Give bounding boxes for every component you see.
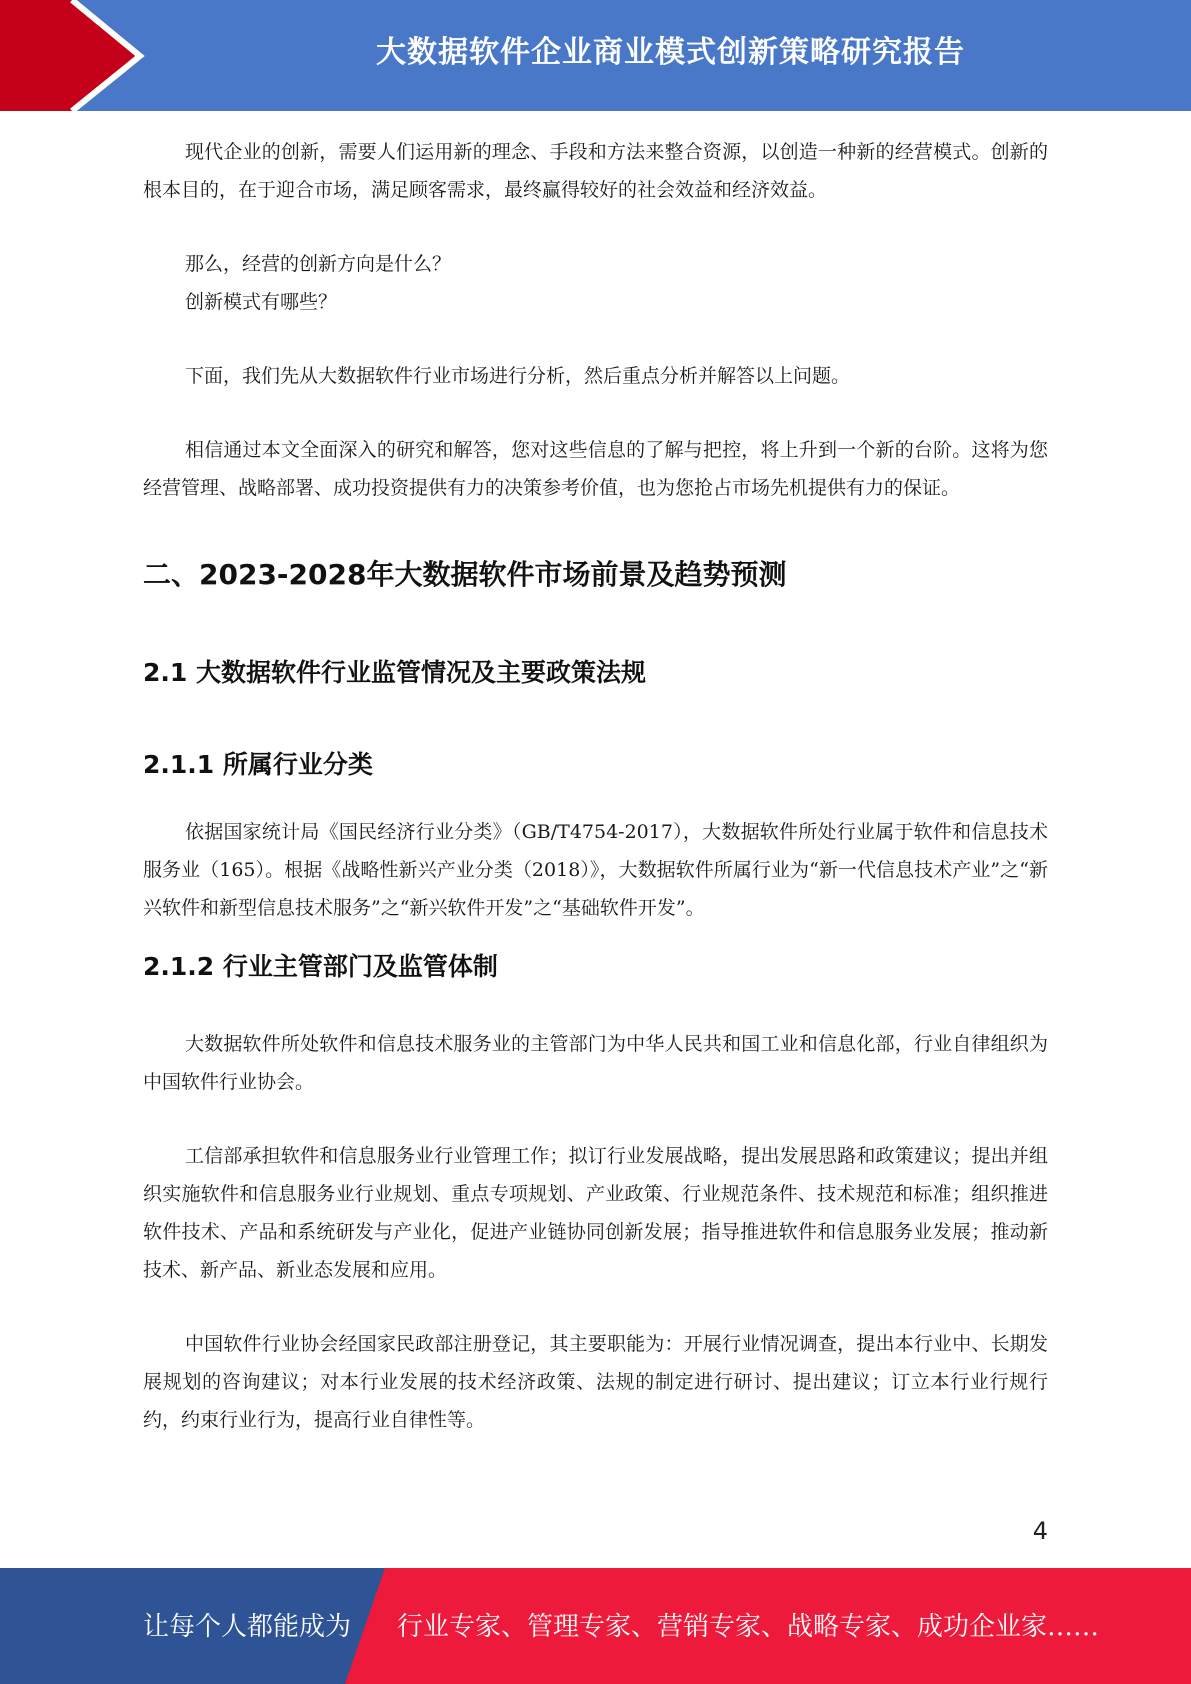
header-arrow-decoration [0,0,160,111]
intro-paragraph-2: 下面，我们先从大数据软件行业市场进行分析，然后重点分析并解答以上问题。 [185,365,851,387]
intro-paragraph-3: 相信通过本文全面深入的研究和解答，您对这些信息的了解与把控，将上升到一个新的台阶。这将为您经营管理、战略部署、成功投资提供有力的决策参考价值，也为您抢占市场先机提供有力的保证。 [143,439,1048,499]
section-2-heading: 二、2023-2028年大数据软件市场前景及趋势预测 [143,558,787,591]
report-title: 大数据软件企业商业模式创新策略研究报告 [376,35,965,70]
section-2-1-2-heading: 2.1.2 行业主管部门及监管体制 [143,952,498,981]
page-content [143,133,1048,1439]
footer-slogan-left: 让每个人都能成为 [143,1612,352,1642]
section-2-1-2-paragraph-2: 工信部承担软件和信息服务业行业管理工作；拟订行业发展战略，提出发展思路和政策建议；提出并组织实施软件和信息服务业行业规划、重点专项规划、产业政策、行业规范条件、技术规范和标准；组织推进软件技术、产品和系统研发与产业化，促进产业链协同创新发展；指导推进软件和信息服务业发展；推动新技术、新产品、新业态发展和应用。 [143,1145,1048,1281]
intro-question-1: 那么，经营的创新方向是什么？ [185,253,452,275]
footer-banner [0,1568,1191,1684]
footer-slogan-right: 行业专家、管理专家、营销专家、战略专家、成功企业家…… [397,1612,1100,1642]
section-2-1-heading: 2.1 大数据软件行业监管情况及主要政策法规 [143,658,646,687]
section-2-1-2-paragraph-3: 中国软件行业协会经国家民政部注册登记，其主要职能为：开展行业情况调查，提出本行业中、长期发展规划的咨询建议；对本行业发展的技术经济政策、法规的制定进行研讨、提出建议；订立本行业行规行约，约束行业行为，提高行业自律性等。 [143,1333,1048,1431]
section-2-1-1-paragraph: 依据国家统计局《国民经济行业分类》（GB/T4754-2017），大数据软件所处行业属于软件和信息技术服务业（165）。根据《战略性新兴产业分类（2018）》，大数据软件所属行业为“新一代信息技术产业”之“新兴软件和新型信息技术服务”之“新兴软件开发”之“基础软件开发”。 [143,821,1048,919]
page-number: 4 [1032,1517,1048,1545]
section-2-1-2-paragraph-1: 大数据软件所处软件和信息技术服务业的主管部门为中华人民共和国工业和信息化部，行业自律组织为中国软件行业协会。 [143,1033,1048,1093]
intro-question-2: 创新模式有哪些？ [185,291,338,313]
header-banner [0,0,1191,111]
section-2-1-1-heading: 2.1.1 所属行业分类 [143,750,373,779]
intro-paragraph-1: 现代企业的创新，需要人们运用新的理念、手段和方法来整合资源，以创造一种新的经营模式。创新的根本目的，在于迎合市场，满足顾客需求，最终赢得较好的社会效益和经济效益。 [143,141,1048,201]
